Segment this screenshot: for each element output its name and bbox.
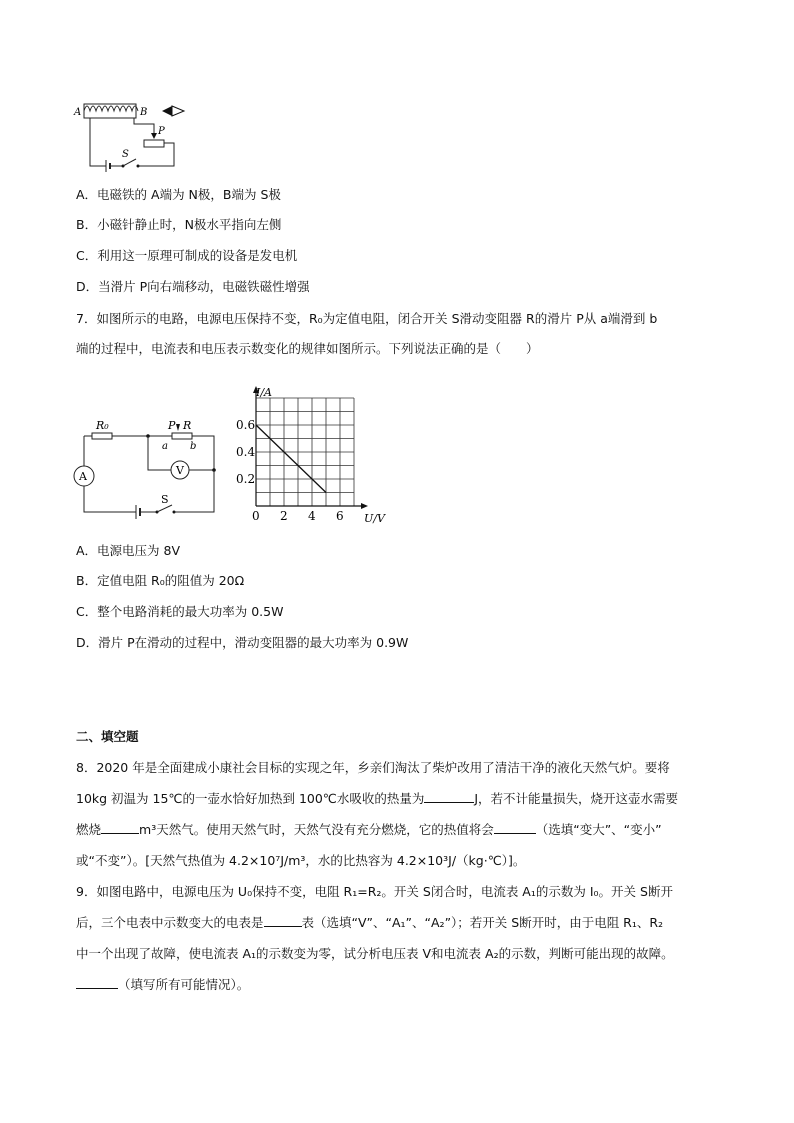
rheostat-r [172, 433, 192, 439]
chart-grid [256, 398, 354, 506]
label-r0: R₀ [96, 419, 109, 432]
q9-blank-fault[interactable] [76, 976, 118, 989]
section-heading-fill-blank: 二、填空题 [76, 729, 139, 744]
label-b-end: B [140, 107, 148, 118]
q7-option-b: B．定值电阻 R₀的阻值为 20Ω [76, 573, 245, 588]
q8-line1: 8．2020 年是全面建成小康社会目标的实现之年，乡亲们淘汰了柴炉改用了清洁干净的液化天然气炉。要将 [76, 760, 670, 775]
slider-p-arrow [176, 424, 180, 431]
rheostat [144, 140, 164, 147]
chart-series [256, 425, 326, 493]
q9-line2: 后，三个电表中示数变大的电表是 表（选填“V”、“A₁”、“A₂”）；若开关 S断开时，由于电阻 R₁、R₂ [76, 915, 664, 930]
q6-option-d: D．当滑片 P向右端移动，电磁铁磁性增强 [76, 279, 310, 294]
q7-stem-line1: 7．如图所示的电路，电源电压保持不变，R₀为定值电阻，闭合开关 S滑动变阻器 R的滑片 P从 a端滑到 b [76, 311, 658, 326]
ammeter-label: A [79, 470, 87, 483]
q7-stem-line2: 端的过程中，电流表和电压表示数变化的规律如图所示。下列说法正确的是（ ） [76, 341, 539, 356]
q7-option-a: A．电源电压为 8V [76, 543, 181, 558]
q9-line1: 9．如图电路中，电源电压为 U₀保持不变，电阻 R₁=R₂。开关 S闭合时，电流表 A₁的示数为 I₀。开关 S断开 [76, 884, 673, 899]
x-tick-label: 6 [336, 509, 344, 523]
switch-s [157, 505, 172, 512]
q7-circuit-figure [68, 412, 228, 530]
voltmeter-label: V [176, 464, 184, 477]
q9-blank-meter[interactable] [264, 914, 302, 927]
label-a-end: A [74, 107, 82, 118]
label-r: R [183, 419, 192, 432]
q8-line3: 燃烧 m³天然气。使用天然气时，天然气没有充分燃烧，它的热值将会 （选填“变大”、“变小” [76, 822, 662, 837]
coil-windings [84, 106, 138, 111]
q8-line2: 10kg 初温为 15℃的一壶水恰好加热到 100℃水吸收的热量为 J，若不计能量损失，烧开这壶水需要 [76, 791, 679, 806]
q7-option-c: C．整个电路消耗的最大功率为 0.5W [76, 604, 284, 619]
chart-ylabel: I/A [256, 386, 272, 399]
q6-option-c: C．利用这一原理可制成的设备是发电机 [76, 248, 298, 263]
q8-line4: 或“不变”）。[天然气热值为 4.2×10⁷J/m³，水的比热容为 4.2×10³J/（kg·℃）]。 [76, 853, 526, 868]
chart-xlabel: U/V [364, 512, 385, 525]
x-tick-label: 4 [308, 509, 316, 523]
label-b: b [190, 441, 197, 452]
resistor-r0 [92, 433, 112, 439]
y-tick-label: 0.6 [236, 418, 256, 432]
y-tick-label: 0.4 [236, 445, 256, 459]
electromagnet-circuit-figure [70, 96, 200, 176]
q8-blank-volume[interactable] [101, 821, 139, 834]
slider-arrow [151, 133, 157, 139]
magnetic-needle-south [172, 106, 184, 116]
series-line [256, 425, 326, 493]
label-a: a [162, 441, 168, 452]
iu-graph [236, 384, 396, 530]
q8-blank-heat[interactable] [424, 790, 474, 803]
x-axis-arrow [361, 503, 368, 509]
magnetic-needle-north [162, 106, 172, 116]
chart-tick-labels [236, 418, 344, 523]
label-s7: S [161, 493, 169, 506]
label-p: P [158, 126, 165, 137]
q6-option-a: A．电磁铁的 A端为 N极，B端为 S极 [76, 187, 281, 202]
label-s: S [122, 149, 129, 160]
q6-option-b: B．小磁针静止时，N极水平指向左侧 [76, 217, 282, 232]
q7-option-d: D．滑片 P在滑动的过程中，滑动变阻器的最大功率为 0.9W [76, 635, 409, 650]
label-p7: P [168, 419, 176, 432]
switch-blade [123, 159, 136, 166]
q9-line4: （填写所有可能情况）。 [76, 976, 249, 994]
x-tick-label: 2 [280, 509, 288, 523]
y-tick-label: 0.2 [236, 472, 256, 486]
x-tick-label: 0 [252, 509, 260, 523]
q8-blank-heat-value[interactable] [494, 821, 536, 834]
q9-line3: 中一个出现了故障，使电流表 A₁的示数变为零，试分析电压表 V和电流表 A₂的示数，判断可能出现的故障。 [76, 946, 674, 961]
